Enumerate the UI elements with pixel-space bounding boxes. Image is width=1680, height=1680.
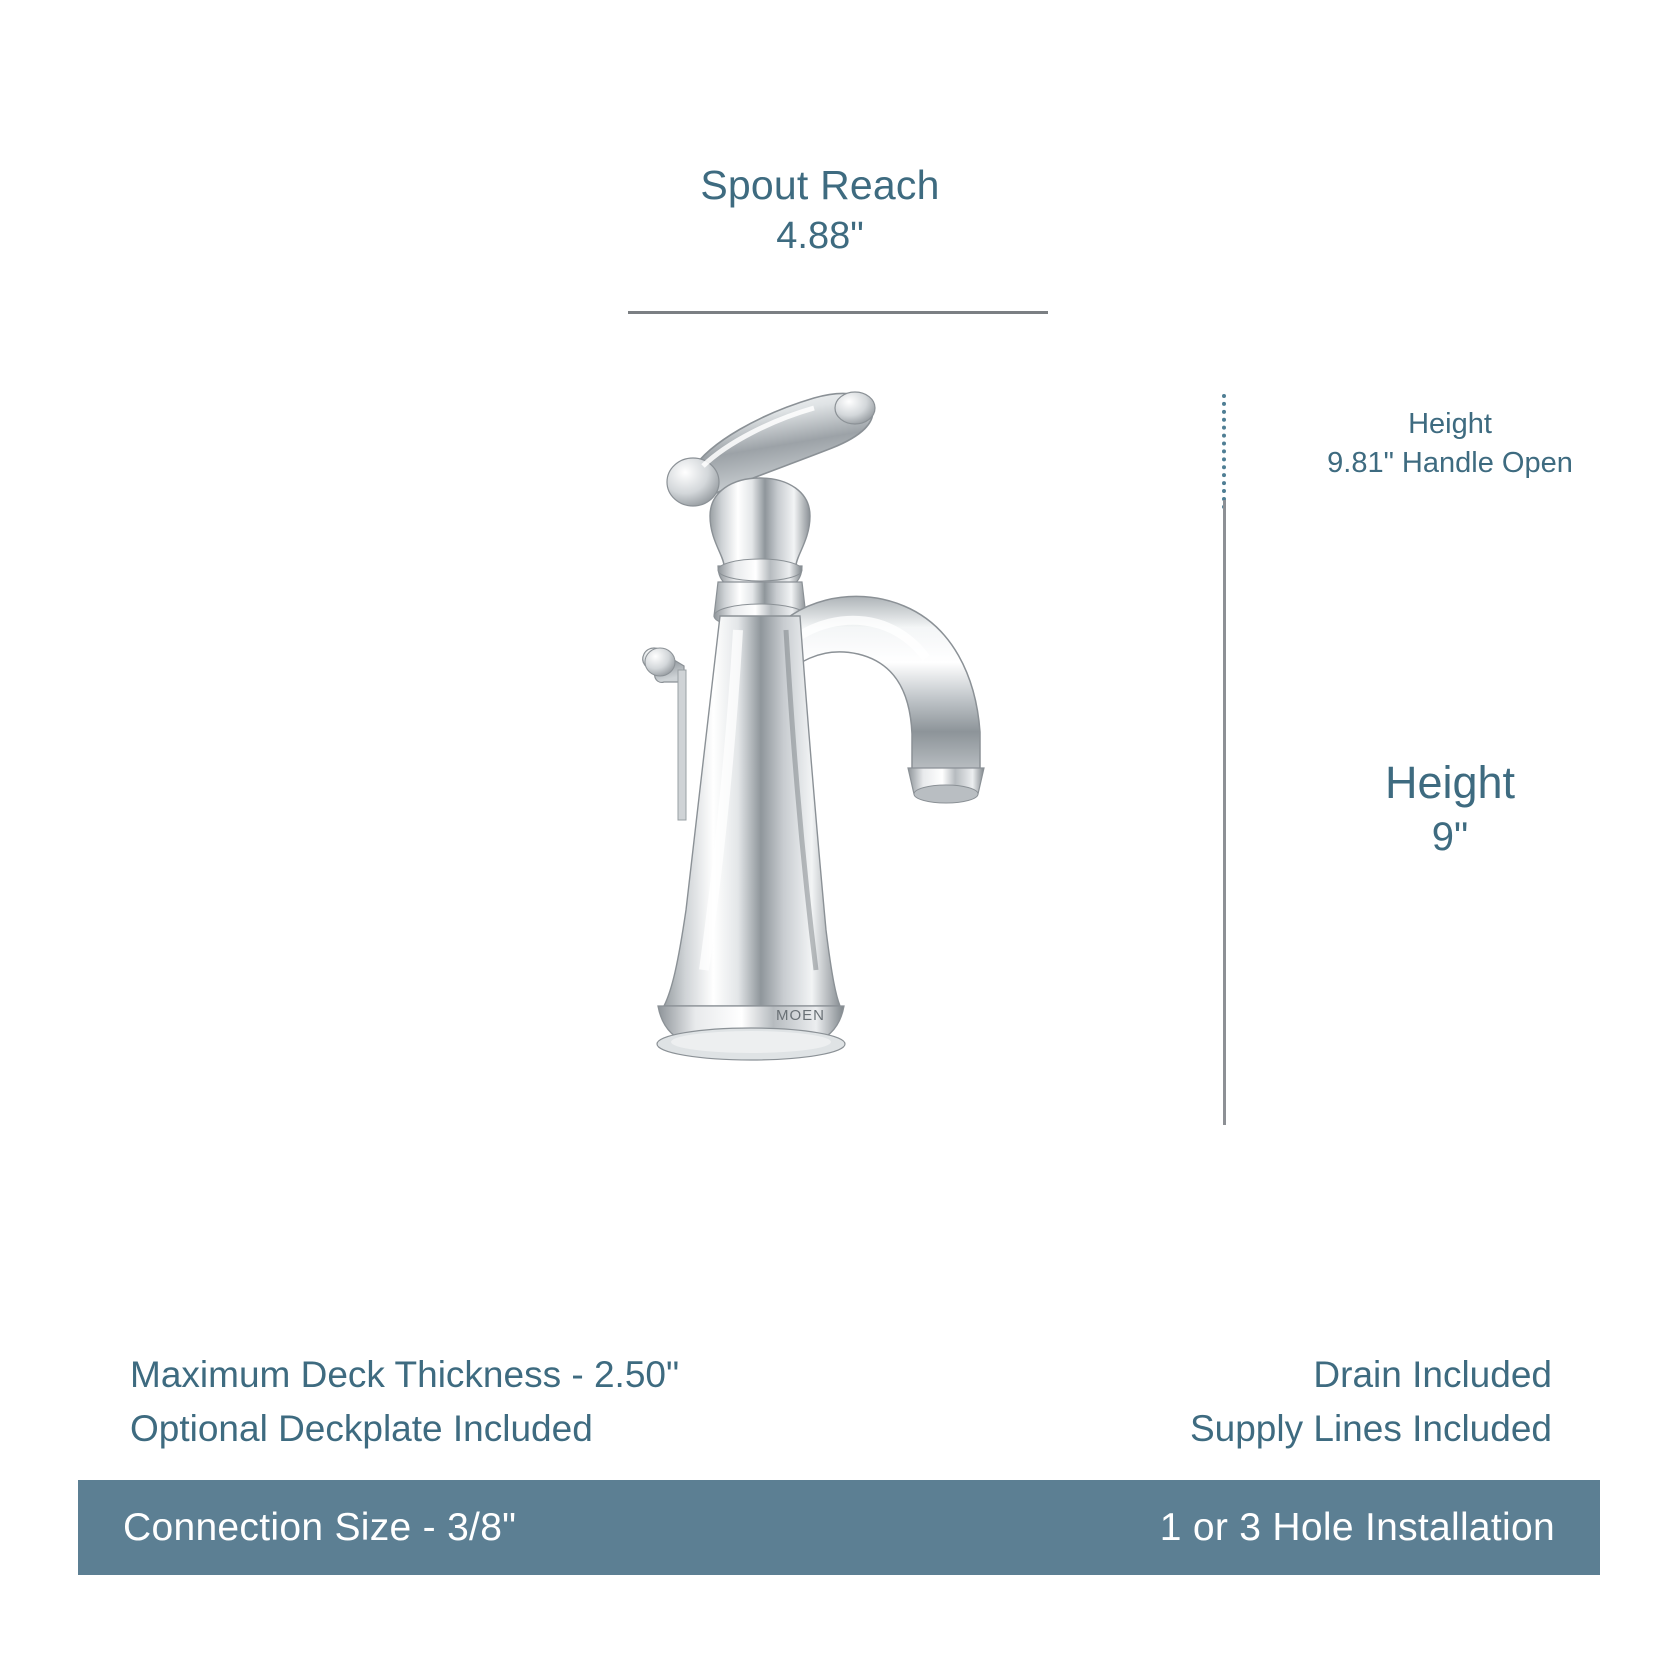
height-measure-line bbox=[1223, 500, 1226, 1125]
height-value: 9" bbox=[1431, 815, 1469, 860]
handle-open-dashed-line bbox=[1222, 394, 1226, 509]
included-items-block bbox=[1190, 1348, 1552, 1455]
height-annotation bbox=[1260, 755, 1640, 863]
hole-installation-label: 1 or 3 Hole Installation bbox=[1159, 1505, 1555, 1549]
deck-thickness-line1: Maximum Deck Thickness - 2.50" bbox=[130, 1354, 680, 1395]
connection-size-label: Connection Size - 3/8" bbox=[123, 1505, 517, 1549]
faucet-base-graphic bbox=[657, 1006, 845, 1060]
spout-reach-label: Spout Reach bbox=[700, 162, 940, 208]
drain-included-line: Drain Included bbox=[1313, 1354, 1552, 1395]
spout-reach-value: 4.88" bbox=[776, 215, 864, 258]
handle-open-annotation bbox=[1240, 405, 1660, 483]
handle-open-value: 9.81" Handle Open bbox=[1327, 447, 1573, 480]
deck-thickness-block bbox=[130, 1348, 679, 1455]
faucet-lift-rod-graphic bbox=[643, 648, 686, 820]
spout-reach-annotation bbox=[580, 160, 1060, 263]
height-label: Height bbox=[1384, 757, 1516, 808]
faucet-bonnet-graphic bbox=[710, 478, 810, 592]
faucet-body-graphic bbox=[664, 616, 840, 1006]
brand-mark-text: MOEN bbox=[776, 1007, 825, 1024]
faucet-illustration bbox=[600, 370, 1120, 1090]
specs-bottom-bar bbox=[78, 1480, 1600, 1575]
spout-reach-measure-line bbox=[628, 311, 1048, 314]
deck-thickness-line2: Optional Deckplate Included bbox=[130, 1407, 593, 1449]
handle-open-label: Height bbox=[1408, 408, 1492, 440]
supply-lines-included-line: Supply Lines Included bbox=[1189, 1407, 1552, 1449]
